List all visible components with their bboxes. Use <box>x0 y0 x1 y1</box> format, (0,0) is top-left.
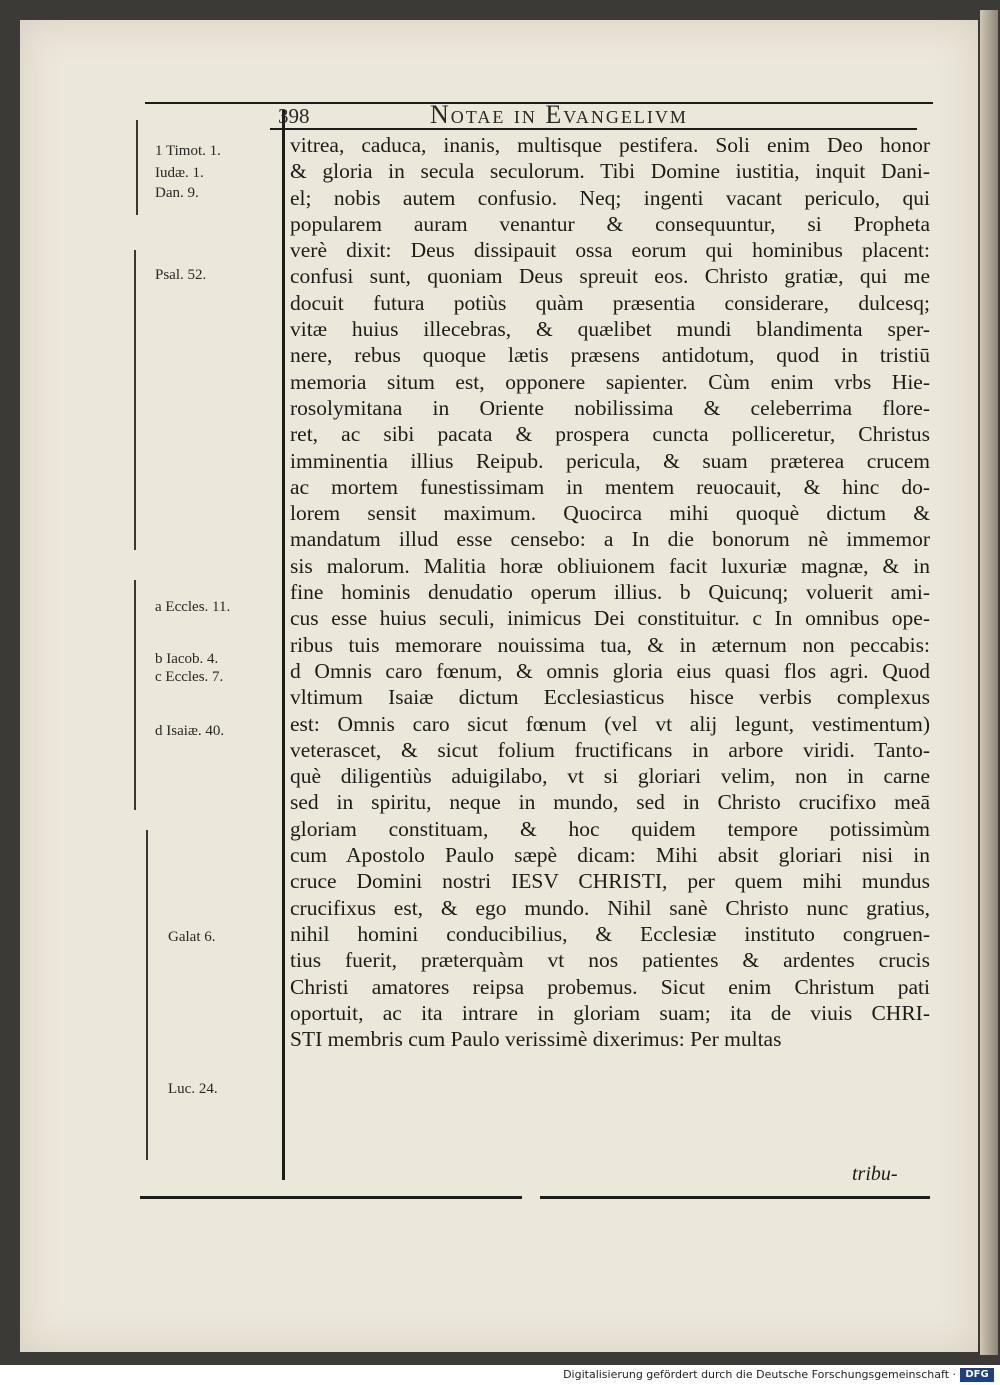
text-line: vitæ huius illecebras, & quælibet mundi blandimenta sper- <box>290 317 930 342</box>
text-line: lorem sensit maximum. Quocirca mihi quoquè dictum & <box>290 501 930 526</box>
margin-note: Iudæ. 1. <box>155 165 204 181</box>
margin-note: a Eccles. 11. <box>155 599 231 615</box>
footer-rule-left <box>140 1196 522 1199</box>
margin-note: d Isaiæ. 40. <box>155 723 225 739</box>
text-line: vltimum Isaiæ dictum Ecclesiasticus hisce verbis complexus <box>290 685 930 710</box>
text-line: memoria situm est, opponere sapienter. Cùm enim vrbs Hie- <box>290 369 930 394</box>
text-line: nere, rebus quoque lætis præsens antidotum, quod in tristiū <box>290 343 930 368</box>
text-line: sed in spiritu, neque in mundo, sed in Christo crucifixo meā <box>290 790 930 815</box>
text-line: què diligentiùs aduigilabo, vt si gloriari velim, non in carne <box>290 764 930 789</box>
margin-note: Dan. 9. <box>155 185 199 201</box>
funding-credit: Digitalisierung gefördert durch die Deutsche Forschungsgemeinschaft · <box>563 1368 956 1381</box>
text-line: est: Omnis caro sicut fœnum (vel vt alij legunt, vestimentum) <box>290 711 930 736</box>
column-divider <box>282 110 285 1180</box>
running-head: Notae in Evangelivm <box>430 100 688 129</box>
text-line: gloriam constituam, & hoc quidem tempore potissimùm <box>290 816 930 841</box>
text-line: fine hominis denudatio operum illius. b Quicunq; voluerit ami- <box>290 580 930 605</box>
text-line: ribus tuis memorare nouissima tua, & in æternum non peccabis: <box>290 632 930 657</box>
footer-rule-right <box>540 1196 930 1199</box>
catchword: tribu- <box>852 1163 898 1185</box>
dfg-logo: DFG <box>960 1368 994 1382</box>
page-edge <box>980 10 998 1355</box>
text-line: cum Apostolo Paulo sæpè dicam: Mihi absit gloriari nisi in <box>290 843 930 868</box>
text-line: ret, ac sibi pacata & prospera cuncta polliceretur, Christus <box>290 422 930 447</box>
text-line: imminentia illius Reipub. pericula, & suam præterea crucem <box>290 448 930 473</box>
page-number: 398 <box>278 104 310 128</box>
text-line: el; nobis autem confusio. Neq; ingenti vacant periculo, qui <box>290 185 930 210</box>
margin-bracket <box>146 830 148 1160</box>
text-line: vitrea, caduca, inanis, multisque pestifera. Soli enim Deo honor <box>290 133 930 157</box>
margin-note: Galat 6. <box>168 929 216 945</box>
text-line: mandatum illud esse censebo: a In die bonorum nè immemor <box>290 527 930 552</box>
text-line: verè dixit: Deus dissipauit ossa eorum qui hominibus placent: <box>290 238 930 263</box>
text-line: Christi amatores reipsa probemus. Sicut enim Christum pati <box>290 974 930 999</box>
text-line: nihil homini conducibilius, & Ecclesiæ instituto congruen- <box>290 921 930 946</box>
margin-note: 1 Timot. 1. <box>155 143 221 159</box>
text-line: confusi sunt, quoniam Deus spreuit eos. Christo gratiæ, qui me <box>290 264 930 289</box>
margin-bracket <box>136 120 138 215</box>
text-line: STI membris cum Paulo verissimè dixerimus: Per multas <box>290 1027 782 1052</box>
text-line: & gloria in secula seculorum. Tibi Domine iustitia, inquit Dani- <box>290 159 930 184</box>
text-line: rosolymitana in Oriente nobilissima & celeberrima flore- <box>290 395 930 420</box>
digitization-footer <box>0 1365 1000 1385</box>
text-line: cruce Domini nostri IESV CHRISTI, per quem mihi mundus <box>290 869 930 894</box>
text-line: docuit futura potiùs quàm præsentia considerare, dulcesq; <box>290 290 930 315</box>
text-line: cus esse huius seculi, inimicus Dei constituitur. c In omnibus ope- <box>290 606 930 631</box>
margin-bracket <box>134 250 136 550</box>
main-text-column <box>290 132 930 1052</box>
text-line: tius fuerit, præterquàm vt nos patientes & ardentes crucis <box>290 948 930 973</box>
text-line: popularem auram venantur & consequuntur, si Propheta <box>290 211 930 236</box>
margin-note: b Iacob. 4. <box>155 651 219 667</box>
margin-note: Psal. 52. <box>155 267 207 283</box>
margin-note: Luc. 24. <box>168 1081 218 1097</box>
margin-bracket <box>134 580 136 810</box>
text-line: crucifixus est, & ego mundo. Nihil sanè Christo nunc gratius, <box>290 895 930 920</box>
text-line: veterascet, & sicut folium fructificans in arbore viridi. Tanto- <box>290 737 930 762</box>
margin-note: c Eccles. 7. <box>155 669 224 685</box>
text-line: sis malorum. Malitia horæ obliuionem facit luxuriæ magnæ, & in <box>290 553 930 578</box>
text-line: d Omnis caro fœnum, & omnis gloria eius quasi flos agri. Quod <box>290 658 930 683</box>
text-line: oportuit, ac ita intrare in gloriam suam; ita de viuis CHRI- <box>290 1000 930 1025</box>
text-line: ac mortem funestissimam in mentem reuocauit, & hinc do- <box>290 474 930 499</box>
